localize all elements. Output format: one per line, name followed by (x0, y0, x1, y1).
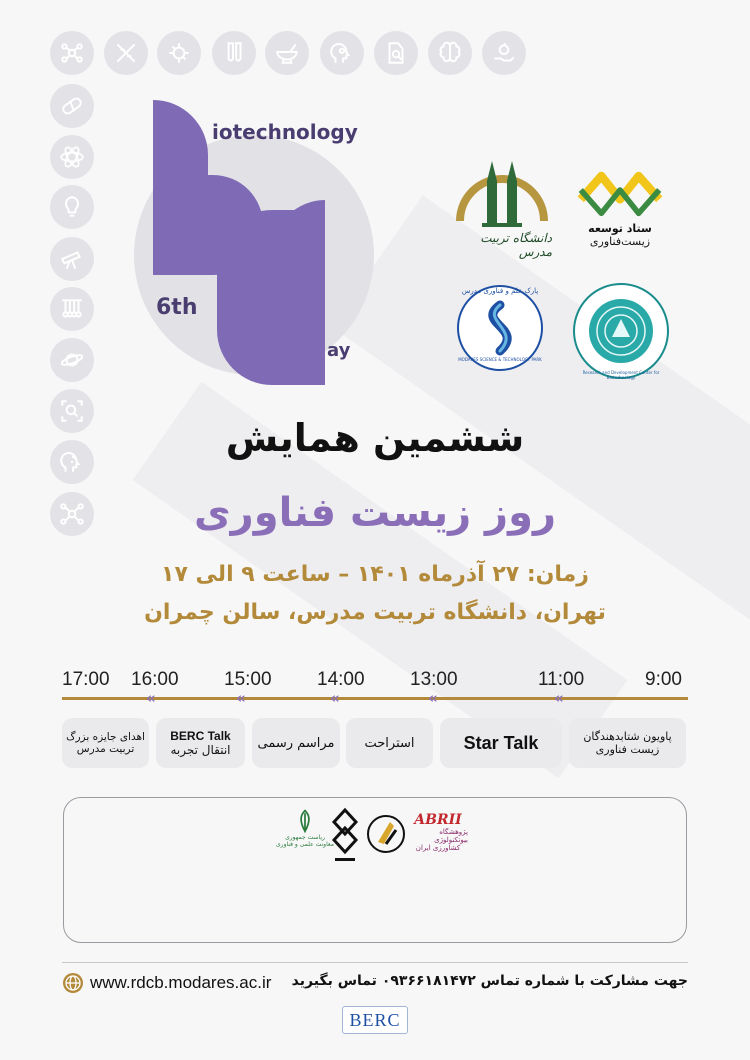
riasat-line2: معاونت علمی و فناوری (275, 841, 335, 848)
logo-text-6th: 6th (156, 295, 198, 320)
rdcb-name: Research and Development Center for Biotechnology (582, 370, 660, 380)
footer-divider (62, 962, 688, 963)
staad-logo (570, 150, 670, 260)
logo-text-ay: ay (327, 340, 351, 361)
institute-emblem (326, 806, 364, 868)
chevron-left-icon: « (428, 689, 438, 707)
document-search-icon (374, 31, 418, 75)
timeline-axis (62, 697, 688, 700)
berc-text: BERC (349, 1009, 401, 1030)
event-pavilion-line2: زیست فناوری (595, 743, 660, 756)
event-break-label: استراحت (364, 735, 415, 751)
website-link[interactable]: www.rdcb.modares.ac.ir (90, 973, 272, 992)
time-tick: 11:00 (538, 669, 585, 690)
tmu-emblem (452, 151, 552, 241)
event-break (346, 718, 433, 768)
time-tick: 17:00 (62, 669, 110, 690)
abrii-title: ABRII (414, 812, 462, 828)
brain-head-icon (320, 31, 364, 75)
event-place: تهران، دانشگاه تربیت مدرس، سالن چمران (144, 600, 606, 625)
chevron-left-icon: « (330, 689, 340, 707)
heading-line2: روز زیست فناوری (194, 490, 556, 536)
mortar-icon (265, 31, 309, 75)
newtons-cradle-icon (50, 287, 94, 331)
event-berc-talk-line1: BERC Talk (170, 729, 231, 743)
event-pavilion (569, 718, 686, 768)
staad-line1: ستاد توسعه (588, 222, 652, 235)
staad-line2: زیست‌فناوری (589, 235, 651, 248)
triangle-emblem (366, 812, 406, 864)
time-tick: 9:00 (645, 669, 682, 690)
test-tubes-icon (212, 31, 256, 75)
planet-icon (50, 338, 94, 382)
time-tick: 15:00 (224, 669, 272, 690)
abrii-logo (408, 812, 468, 862)
rdcb-emblem (572, 282, 670, 380)
rdcb-logo (572, 282, 670, 380)
abrii-sub2: کشاورزی ایران (415, 844, 461, 852)
park-name-en: MODARES SCIENCE & TECHNOLOGY PARK (458, 357, 542, 362)
globe-icon (63, 973, 83, 993)
staad-dna-emblem (572, 162, 668, 218)
heading-line1: ششمین همایش (225, 416, 525, 460)
event-berc-talk (156, 718, 245, 768)
event-award-line2: تربیت مدرس (76, 743, 135, 755)
tmu-name: دانشگاه تربیت مدرس (480, 231, 552, 259)
iran-emblem-icon (292, 808, 318, 834)
chevron-left-icon: « (146, 689, 156, 707)
time-tick: 16:00 (131, 669, 179, 690)
molecule-icon (50, 31, 94, 75)
abrii-sub1: پژوهشگاه بیوتکنولوژی (434, 828, 468, 844)
event-time: زمان: ۲۷ آذرماه ۱۴۰۱ – ساعت ۹ الی ۱۷ (161, 562, 589, 587)
event-pavilion-line1: پاویون شتابدهندگان (583, 730, 672, 743)
park-name: پارک علم و فناوری مدرس (461, 287, 539, 295)
contact-text: جهت مشارکت با شماره تماس ۰۹۳۶۶۱۸۱۴۷۲ تماس بگیرید (291, 973, 688, 989)
dna-icon (104, 31, 148, 75)
berc-logo (342, 1006, 408, 1034)
riasat-logo (275, 808, 335, 868)
atom-icon (50, 135, 94, 179)
time-tick: 13:00 (410, 669, 458, 690)
riasat-line1: ریاست جمهوری (285, 834, 325, 841)
event-ceremony-label: مراسم رسمی (257, 735, 335, 751)
hand-apple-icon (482, 31, 526, 75)
tmu-logo (452, 150, 552, 260)
event-ceremony (252, 718, 340, 768)
triangle-logo (366, 812, 406, 864)
logo-text-iotechnology: iotechnology (212, 120, 358, 144)
telescope-icon (50, 237, 94, 281)
logo-petal-d-stem (273, 200, 325, 385)
virus-icon (157, 31, 201, 75)
chevron-left-icon: « (554, 689, 564, 707)
event-star-talk (440, 718, 562, 768)
event-berc-talk-line2: انتقال تجربه (170, 743, 231, 757)
event-award-line1: اهدای جایزه بزرگ (66, 731, 145, 743)
institute-logo (326, 806, 364, 868)
event-star-talk-label: Star Talk (463, 732, 539, 753)
lightbulb-icon (50, 185, 94, 229)
chevron-left-icon: « (236, 689, 246, 707)
event-award (62, 718, 149, 768)
capsule-icon (50, 84, 94, 128)
time-tick: 14:00 (317, 669, 365, 690)
park-logo (455, 283, 545, 373)
brain-icon (428, 31, 472, 75)
